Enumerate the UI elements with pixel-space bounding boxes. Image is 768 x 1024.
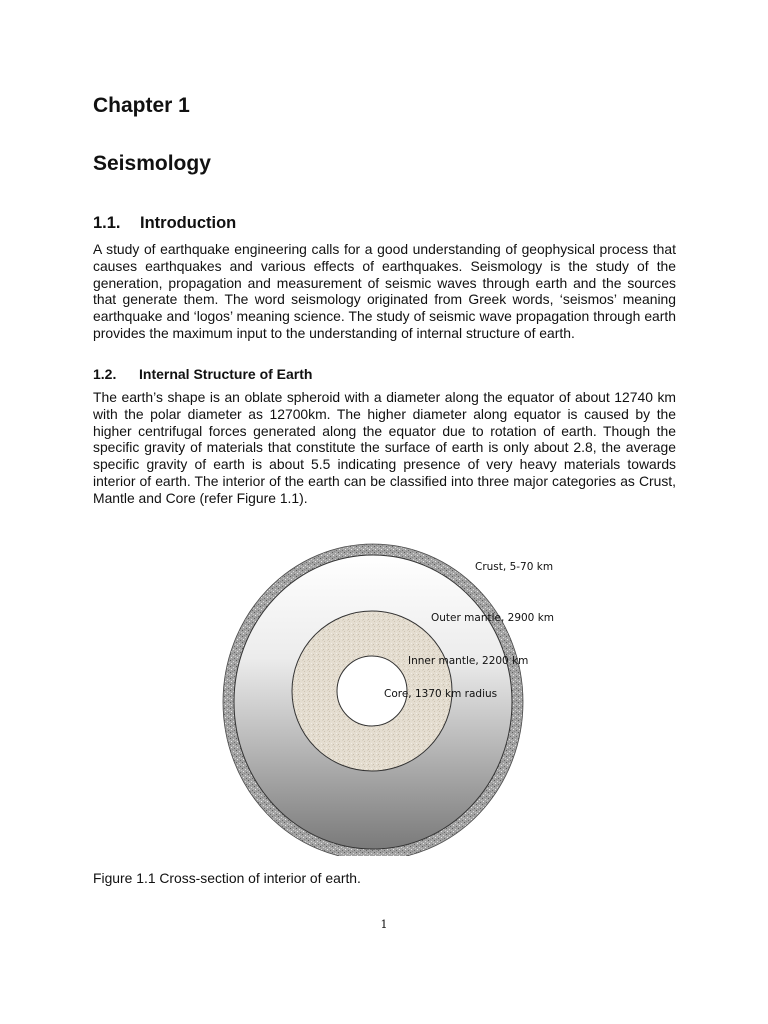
figure-caption: Figure 1.1 Cross-section of interior of earth. (93, 870, 361, 886)
core-label: Core, 1370 km radius (384, 688, 498, 700)
section-heading-introduction (93, 214, 236, 233)
chapter-title: Seismology (93, 152, 211, 175)
inner-mantle-label: Inner mantle, 2200 km (408, 655, 529, 667)
section-number: 1.1. (93, 214, 121, 232)
chapter-label: Chapter 1 (93, 94, 190, 117)
section-title: Internal Structure of Earth (139, 366, 313, 382)
section-heading-internal-structure (93, 366, 312, 382)
earth-cross-section-figure (218, 540, 578, 856)
outer-mantle-label: Outer mantle, 2900 km (431, 612, 555, 624)
page-number: 1 (380, 918, 388, 931)
section-title: Introduction (140, 214, 237, 232)
introduction-paragraph: A study of earthquake engineering calls for a good understanding of geophysical process that causes earthquakes and various effects of earthquakes. Seismology is the study of the generation, propagation and measurement of seismic waves through earth and the sources that generate them. The word seismology originated from Greek words, ‘seismos’ meaning earthquake and ‘logos’ meaning science. The study of seismic wave propagation through earth provides the maximum input to the understanding of internal structure of earth. (93, 241, 676, 341)
crust-label: Crust, 5-70 km (475, 561, 554, 573)
internal-structure-paragraph: The earth’s shape is an oblate spheroid with a diameter along the equator of about 12740 km with the polar diameter as 12700km. The higher diameter along equator is caused by the higher centrifugal forces generated along the equator due to rotation of earth. Though the specific gravity of materials that constitute the surface of earth is only about 2.8, the average specific gravity of earth is about 5.5 indicating presence of very heavy materials towards interior of earth. The interior of the earth can be classified into three major categories as Crust, Mantle and Core (refer Figure 1.1). (93, 389, 676, 506)
section-number: 1.2. (93, 366, 117, 382)
